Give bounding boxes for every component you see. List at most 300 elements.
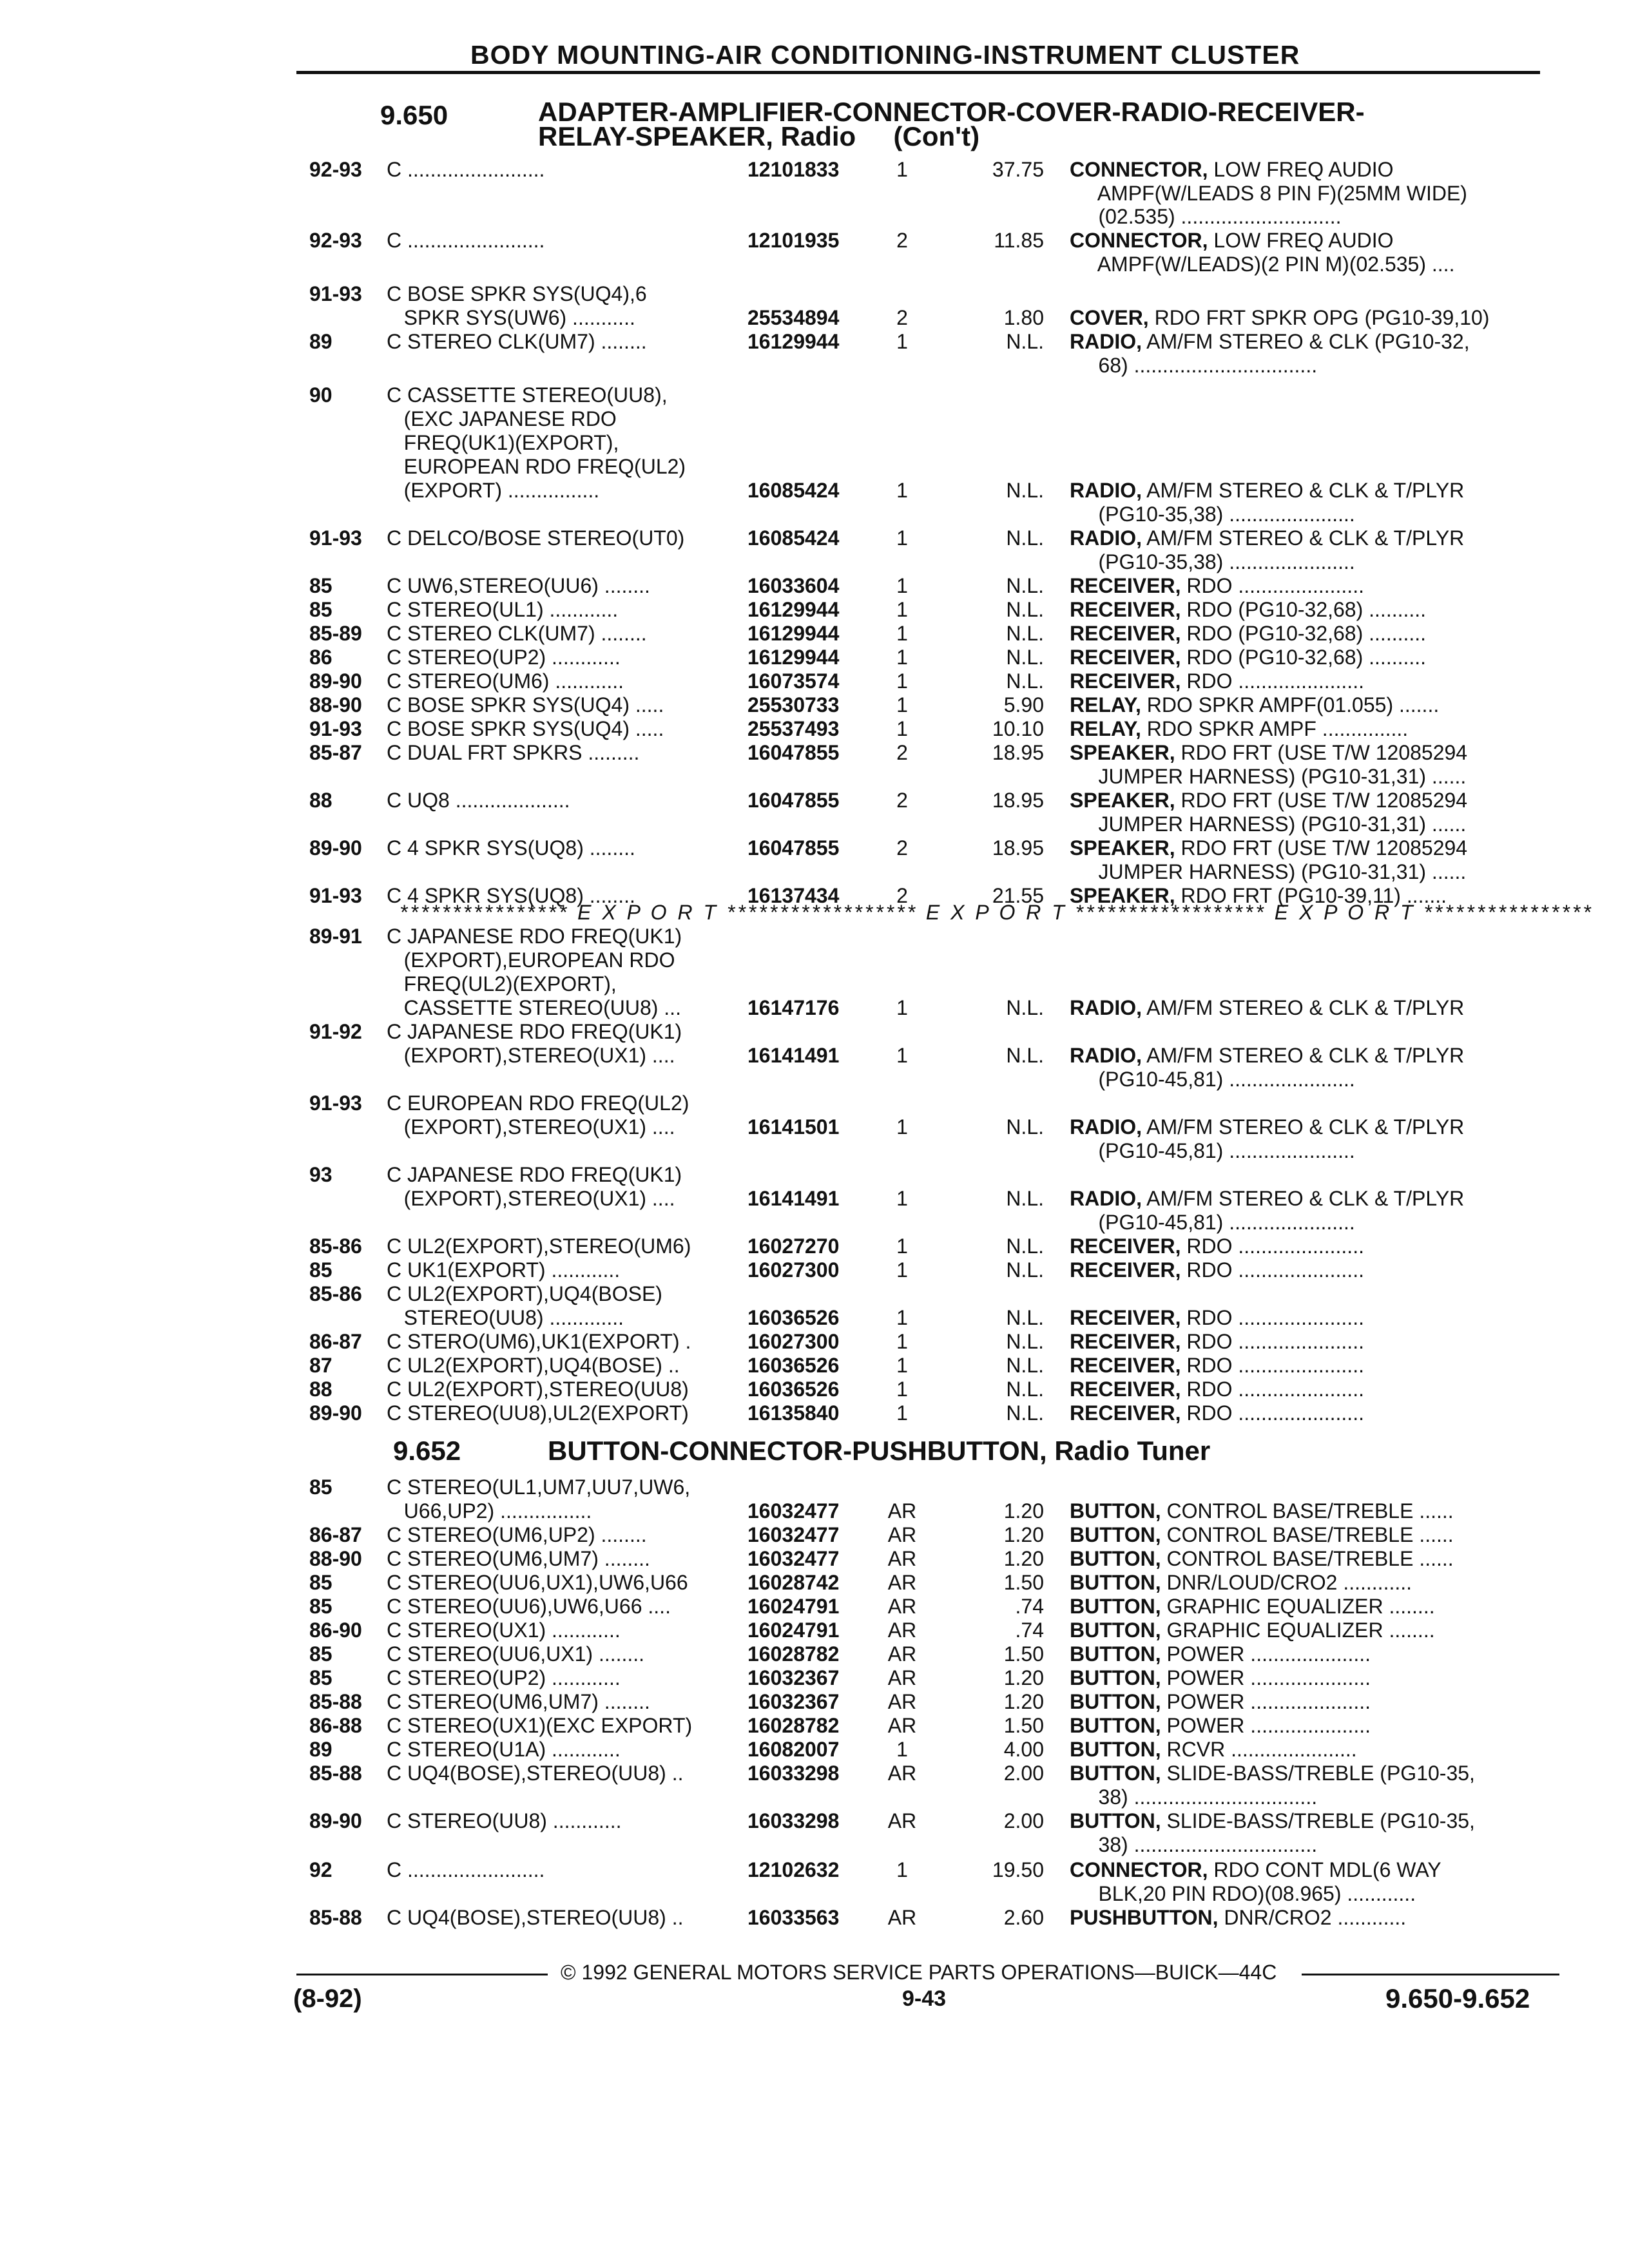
description-noun: RADIO, (1070, 1187, 1142, 1210)
application: C BOSE SPKR SYS(UQ4) ..... (387, 693, 664, 716)
application: C 4 SPKR SYS(UQ8) ........ (387, 884, 635, 907)
price: 5.90 (1003, 693, 1044, 716)
description-noun: BUTTON, (1070, 1762, 1161, 1785)
part-number: 16036526 (747, 1306, 840, 1329)
description (1070, 1619, 1435, 1642)
description (1070, 1044, 1464, 1068)
price: 37.75 (992, 158, 1044, 181)
description-noun: RECEIVER, (1070, 598, 1181, 621)
model-years: 89 (309, 1738, 333, 1761)
description (1070, 1523, 1454, 1547)
quantity: 1 (896, 1235, 908, 1258)
quantity: 1 (896, 1858, 908, 1881)
description-noun: RADIO, (1070, 479, 1142, 502)
part-number: 16129944 (747, 622, 840, 645)
description-noun: RECEIVER, (1070, 1401, 1181, 1425)
description-noun: BUTTON, (1070, 1571, 1161, 1594)
description-text: AMPF(W/LEADS 8 PIN F)(25MM WIDE) (1070, 182, 1467, 205)
price: 1.50 (1003, 1571, 1044, 1594)
quantity: 1 (896, 1330, 908, 1353)
part-number: 16028782 (747, 1642, 840, 1666)
application: C UL2(EXPORT),STEREO(UM6) (387, 1235, 691, 1258)
description (1070, 1642, 1371, 1666)
application: C STEREO(UM6) ............ (387, 669, 624, 693)
part-number: 16082007 (747, 1738, 840, 1761)
description-noun: PUSHBUTTON, (1070, 1906, 1219, 1929)
quantity: 1 (896, 1187, 908, 1210)
part-number: 16129944 (747, 598, 840, 621)
description-noun: BUTTON, (1070, 1738, 1161, 1761)
description-text: (PG10-45,81) ...................... (1070, 1211, 1355, 1234)
description-noun: RADIO, (1070, 526, 1142, 550)
quantity: 1 (896, 1378, 908, 1401)
part-number: 16047855 (747, 741, 840, 764)
application: C UQ8 .................... (387, 789, 570, 812)
description-text: AM/FM STEREO & CLK & T/PLYR (1142, 1044, 1465, 1067)
description-text: RCVR ...................... (1161, 1738, 1357, 1761)
description-text: RDO CONT MDL(6 WAY (1208, 1858, 1441, 1881)
description (1070, 550, 1355, 574)
model-years: 89-91 (309, 925, 362, 948)
application: (EXPORT),STEREO(UX1) .... (387, 1187, 675, 1210)
part-number: 16028742 (747, 1571, 840, 1594)
model-years: 85 (309, 1595, 333, 1618)
footer-copyright: © 1992 GENERAL MOTORS SERVICE PARTS OPERATIONS—BUICK—44C (561, 1961, 1277, 1984)
description-text: AM/FM STEREO & CLK (PG10-32, (1142, 330, 1470, 353)
description-text: 38) ................................ (1070, 1833, 1318, 1856)
description-text: LOW FREQ AUDIO (1208, 229, 1394, 252)
description (1070, 253, 1454, 276)
description-text: RDO ...................... (1181, 1235, 1364, 1258)
quantity: 2 (896, 229, 908, 252)
price: 4.00 (1003, 1738, 1044, 1761)
description-text: AM/FM STEREO & CLK & T/PLYR (1142, 526, 1465, 550)
description-noun: RECEIVER, (1070, 1306, 1181, 1329)
description-noun: BUTTON, (1070, 1714, 1161, 1737)
description-noun: COVER, (1070, 306, 1149, 329)
price: N.L. (1006, 1115, 1044, 1139)
description (1070, 503, 1355, 526)
application: C BOSE SPKR SYS(UQ4),6 (387, 282, 647, 305)
application: C STEREO(UM6,UM7) ........ (387, 1690, 650, 1713)
part-number: 16032367 (747, 1690, 840, 1713)
description-text: RDO FRT (USE T/W 12085294 (1175, 789, 1468, 812)
description (1070, 741, 1467, 765)
section-title-line2: RELAY-SPEAKER, Radio (Con't) (538, 121, 980, 151)
part-number: 16085424 (747, 526, 840, 550)
price: N.L. (1006, 622, 1044, 645)
part-number: 16024791 (747, 1595, 840, 1618)
application: C STEREO(UL1) ............ (387, 598, 619, 621)
model-years: 86-90 (309, 1619, 362, 1642)
application: SPKR SYS(UW6) ........... (387, 306, 635, 329)
footer-date: (8-92) (293, 1984, 362, 2013)
price: N.L. (1006, 1378, 1044, 1401)
application: (EXPORT),EUROPEAN RDO (387, 948, 675, 972)
model-years: 85 (309, 574, 333, 597)
part-number: 16024791 (747, 1619, 840, 1642)
application: C UL2(EXPORT),UQ4(BOSE) .. (387, 1354, 680, 1377)
price: 1.80 (1003, 306, 1044, 329)
description-text: SLIDE-BASS/TREBLE (PG10-35, (1161, 1762, 1475, 1785)
description-text: (PG10-35,38) ...................... (1070, 550, 1355, 573)
description (1070, 1690, 1371, 1714)
description-text: RDO FRT (PG10-39,11) ....... (1175, 884, 1447, 907)
description-text: (02.535) ............................ (1070, 205, 1342, 228)
price: N.L. (1006, 1258, 1044, 1282)
description-noun: RADIO, (1070, 1115, 1142, 1139)
quantity: AR (887, 1690, 917, 1713)
part-number: 16129944 (747, 330, 840, 353)
model-years: 91-93 (309, 884, 362, 907)
quantity: 2 (896, 306, 908, 329)
price: 1.20 (1003, 1499, 1044, 1523)
description-noun: SPEAKER, (1070, 884, 1175, 907)
quantity: 2 (896, 789, 908, 812)
price: 1.20 (1003, 1666, 1044, 1689)
application: EUROPEAN RDO FREQ(UL2) (387, 455, 686, 478)
price: N.L. (1006, 574, 1044, 597)
model-years: 85-86 (309, 1235, 362, 1258)
price: N.L. (1006, 526, 1044, 550)
part-number: 25534894 (747, 306, 840, 329)
description (1070, 574, 1364, 598)
description-text: POWER ..................... (1161, 1642, 1371, 1666)
model-years: 91-93 (309, 282, 362, 305)
footer-page-number: 9-43 (902, 1986, 947, 2011)
model-years: 85 (309, 1642, 333, 1666)
description (1070, 836, 1467, 860)
price: N.L. (1006, 1187, 1044, 1210)
application: C DELCO/BOSE STEREO(UT0) (387, 526, 685, 550)
description-text: RDO SPKR AMPF(01.055) ....... (1141, 693, 1440, 716)
description (1070, 1211, 1355, 1235)
description-text: CONTROL BASE/TREBLE ...... (1161, 1547, 1454, 1570)
application: C BOSE SPKR SYS(UQ4) ..... (387, 717, 664, 740)
price: N.L. (1006, 330, 1044, 353)
description (1070, 182, 1467, 206)
price: .74 (1015, 1619, 1044, 1642)
application: FREQ(UK1)(EXPORT), (387, 431, 619, 454)
description-text: RDO SPKR AMPF ............... (1141, 717, 1409, 740)
section-number: 9.652 (393, 1436, 461, 1466)
section-number: 9.650 (380, 100, 448, 130)
description-noun: BUTTON, (1070, 1499, 1161, 1523)
description-noun: RECEIVER, (1070, 669, 1181, 693)
quantity: 1 (896, 996, 908, 1019)
description (1070, 330, 1470, 354)
price: N.L. (1006, 1306, 1044, 1329)
model-years: 89-90 (309, 669, 362, 693)
description (1070, 789, 1467, 812)
price: 2.00 (1003, 1809, 1044, 1832)
quantity: AR (887, 1619, 917, 1642)
application: C STEREO(UU8),UL2(EXPORT) (387, 1401, 689, 1425)
description-text: AM/FM STEREO & CLK & T/PLYR (1142, 1187, 1465, 1210)
description-text: POWER ..................... (1161, 1714, 1371, 1737)
price: 18.95 (992, 836, 1044, 860)
price: 11.85 (994, 229, 1044, 252)
description-noun: RECEIVER, (1070, 1330, 1181, 1353)
description (1070, 1714, 1371, 1738)
description (1070, 1330, 1364, 1354)
price: N.L. (1006, 598, 1044, 621)
application: C STEREO(UP2) ............ (387, 646, 621, 669)
model-years: 85-89 (309, 622, 362, 645)
description-text: RDO ...................... (1181, 1306, 1364, 1329)
export-banner: **************** E X P O R T ****************** E X P O R T ****************** E X P O R T **************** (400, 901, 1594, 924)
model-years: 85 (309, 1666, 333, 1689)
model-years: 85 (309, 1475, 333, 1499)
application: C STEREO(UU6,UX1) ........ (387, 1642, 645, 1666)
description (1070, 1738, 1357, 1762)
application: U66,UP2) ................ (387, 1499, 592, 1523)
price: 1.50 (1003, 1642, 1044, 1666)
description-noun: BUTTON, (1070, 1809, 1161, 1832)
description-text: RDO FRT SPKR OPG (PG10-39,10) (1148, 306, 1490, 329)
application: C JAPANESE RDO FREQ(UK1) (387, 925, 682, 948)
description (1070, 1258, 1364, 1282)
price: 1.20 (1003, 1523, 1044, 1546)
price: 1.20 (1003, 1547, 1044, 1570)
price: N.L. (1006, 1330, 1044, 1353)
quantity: 2 (896, 884, 908, 907)
quantity: AR (887, 1906, 917, 1929)
application: C DUAL FRT SPKRS ......... (387, 741, 640, 764)
quantity: 1 (896, 1354, 908, 1377)
quantity: AR (887, 1666, 917, 1689)
quantity: 1 (896, 1306, 908, 1329)
quantity: 1 (896, 622, 908, 645)
description-text: RDO (PG10-32,68) .......... (1181, 622, 1427, 645)
description-text: SLIDE-BASS/TREBLE (PG10-35, (1161, 1809, 1475, 1832)
model-years: 85-87 (309, 741, 362, 764)
part-number: 16047855 (747, 836, 840, 860)
application: C STEREO(UX1) ............ (387, 1619, 621, 1642)
part-number: 12102632 (747, 1858, 840, 1881)
description-noun: BUTTON, (1070, 1523, 1161, 1546)
description (1070, 884, 1447, 908)
description (1070, 1378, 1364, 1401)
part-number: 16027300 (747, 1330, 840, 1353)
description-text: JUMPER HARNESS) (PG10-31,31) ...... (1070, 765, 1467, 788)
description-text: CONTROL BASE/TREBLE ...... (1161, 1523, 1454, 1546)
description-noun: RELAY, (1070, 693, 1141, 716)
part-number: 16036526 (747, 1378, 840, 1401)
description (1070, 598, 1426, 622)
description-text: POWER ..................... (1161, 1690, 1371, 1713)
part-number: 16027270 (747, 1235, 840, 1258)
description (1070, 526, 1464, 550)
description (1070, 1571, 1412, 1595)
description (1070, 1115, 1464, 1139)
quantity: AR (887, 1499, 917, 1523)
quantity: AR (887, 1809, 917, 1832)
model-years: 86 (309, 646, 333, 669)
description (1070, 1809, 1475, 1833)
quantity: 1 (896, 646, 908, 669)
description-noun: BUTTON, (1070, 1666, 1161, 1689)
quantity: 1 (896, 669, 908, 693)
application: C 4 SPKR SYS(UQ8) ........ (387, 836, 635, 860)
description-text: RDO ...................... (1181, 1258, 1364, 1282)
quantity: 1 (896, 717, 908, 740)
quantity: 1 (896, 1044, 908, 1067)
description (1070, 1547, 1454, 1571)
description-noun: BUTTON, (1070, 1547, 1161, 1570)
part-number: 16032477 (747, 1547, 840, 1570)
model-years: 88-90 (309, 1547, 362, 1570)
description-noun: RECEIVER, (1070, 1378, 1181, 1401)
part-number: 16033563 (747, 1906, 840, 1929)
price: N.L. (1006, 669, 1044, 693)
description-noun: SPEAKER, (1070, 789, 1175, 812)
quantity: AR (887, 1762, 917, 1785)
part-number: 16032477 (747, 1499, 840, 1523)
description (1070, 669, 1364, 693)
quantity: 1 (896, 693, 908, 716)
description-noun: RECEIVER, (1070, 574, 1181, 597)
quantity: 1 (896, 1738, 908, 1761)
application: C STEREO(UM6,UM7) ........ (387, 1547, 650, 1570)
model-years: 85-86 (309, 1282, 362, 1305)
price: 19.50 (992, 1858, 1044, 1881)
page-header: BODY MOUNTING-AIR CONDITIONING-INSTRUMENT CLUSTER (470, 40, 1300, 70)
model-years: 85 (309, 1571, 333, 1594)
section-title: BUTTON-CONNECTOR-PUSHBUTTON, Radio Tuner (548, 1436, 1211, 1466)
model-years: 93 (309, 1163, 333, 1186)
part-number: 16073574 (747, 669, 840, 693)
application: C UQ4(BOSE),STEREO(UU8) .. (387, 1762, 684, 1785)
application: CASSETTE STEREO(UU8) ... (387, 996, 681, 1019)
model-years: 89-90 (309, 836, 362, 860)
price: 1.20 (1003, 1690, 1044, 1713)
application: (EXC JAPANESE RDO (387, 407, 617, 430)
description (1070, 1068, 1355, 1091)
model-years: 89 (309, 330, 333, 353)
part-number: 12101935 (747, 229, 840, 252)
description (1070, 860, 1466, 884)
model-years: 91-93 (309, 1091, 362, 1115)
application: C UK1(EXPORT) ............ (387, 1258, 621, 1282)
description-text: RDO ...................... (1181, 574, 1364, 597)
part-number: 16141491 (747, 1044, 840, 1067)
section-title-line1: ADAPTER-AMPLIFIER-CONNECTOR-COVER-RADIO-RECEIVER- (538, 97, 1365, 127)
description (1070, 354, 1317, 378)
description (1070, 1354, 1364, 1378)
model-years: 86-88 (309, 1714, 362, 1737)
description-noun: BUTTON, (1070, 1595, 1161, 1618)
application: C UW6,STEREO(UU6) ........ (387, 574, 650, 597)
price: N.L. (1006, 1401, 1044, 1425)
quantity: AR (887, 1642, 917, 1666)
footer-rule (296, 1974, 548, 1975)
description-text: JUMPER HARNESS) (PG10-31,31) ...... (1070, 860, 1467, 883)
part-number: 16033604 (747, 574, 840, 597)
model-years: 85 (309, 598, 333, 621)
description-noun: RECEIVER, (1070, 622, 1181, 645)
description (1070, 205, 1341, 229)
description-noun: RADIO, (1070, 330, 1142, 353)
description-text: LOW FREQ AUDIO (1208, 158, 1394, 181)
part-number: 16147176 (747, 996, 840, 1019)
description (1070, 1139, 1355, 1163)
description-text: RDO (PG10-32,68) .......... (1181, 598, 1427, 621)
model-years: 86-87 (309, 1523, 362, 1546)
application: C EUROPEAN RDO FREQ(UL2) (387, 1091, 689, 1115)
description (1070, 996, 1464, 1020)
quantity: AR (887, 1523, 917, 1546)
description-text: 38) ................................ (1070, 1785, 1318, 1809)
price: 2.00 (1003, 1762, 1044, 1785)
application: C STEREO(UM6,UP2) ........ (387, 1523, 647, 1546)
application: (EXPORT),STEREO(UX1) .... (387, 1115, 675, 1139)
part-number: 16137434 (747, 884, 840, 907)
description-text: AM/FM STEREO & CLK & T/PLYR (1142, 479, 1465, 502)
quantity: 1 (896, 598, 908, 621)
description-noun: RELAY, (1070, 717, 1141, 740)
part-number: 16047855 (747, 789, 840, 812)
description (1070, 158, 1394, 182)
quantity: 2 (896, 836, 908, 860)
price: N.L. (1006, 996, 1044, 1019)
part-number: 16085424 (747, 479, 840, 502)
model-years: 85-88 (309, 1690, 362, 1713)
description-noun: BUTTON, (1070, 1690, 1161, 1713)
description-text: POWER ..................... (1161, 1666, 1371, 1689)
price: N.L. (1006, 1235, 1044, 1258)
price: 10.10 (992, 717, 1044, 740)
description-noun: BUTTON, (1070, 1619, 1161, 1642)
description-noun: CONNECTOR, (1070, 1858, 1208, 1881)
application: C ........................ (387, 229, 545, 252)
price: N.L. (1006, 646, 1044, 669)
part-number: 16033298 (747, 1809, 840, 1832)
description (1070, 622, 1426, 646)
price: 21.55 (992, 884, 1044, 907)
quantity: 1 (896, 330, 908, 353)
model-years: 92 (309, 1858, 333, 1881)
part-number: 12101833 (747, 158, 840, 181)
application: C STEREO(UU6),UW6,U66 .... (387, 1595, 671, 1618)
description (1070, 1595, 1435, 1619)
description (1070, 812, 1466, 836)
application: C CASSETTE STEREO(UU8), (387, 383, 668, 407)
description (1070, 1858, 1441, 1882)
model-years: 85 (309, 1258, 333, 1282)
description-text: DNR/LOUD/CRO2 ............ (1161, 1571, 1412, 1594)
part-number: 16129944 (747, 646, 840, 669)
description-text: RDO FRT (USE T/W 12085294 (1175, 836, 1468, 860)
model-years: 86-87 (309, 1330, 362, 1353)
description-noun: RECEIVER, (1070, 646, 1181, 669)
description-text: JUMPER HARNESS) (PG10-31,31) ...... (1070, 812, 1467, 836)
model-years: 88 (309, 789, 333, 812)
model-years: 85-88 (309, 1906, 362, 1929)
price: N.L. (1006, 479, 1044, 502)
description-text: 68) ................................ (1070, 354, 1318, 377)
description-text: AM/FM STEREO & CLK & T/PLYR (1142, 1115, 1465, 1139)
description (1070, 1235, 1364, 1258)
description-noun: CONNECTOR, (1070, 158, 1208, 181)
description-text: GRAPHIC EQUALIZER ........ (1161, 1619, 1435, 1642)
part-number: 25537493 (747, 717, 840, 740)
model-years: 85-88 (309, 1762, 362, 1785)
application: C STEREO(UP2) ............ (387, 1666, 621, 1689)
part-number: 16032477 (747, 1523, 840, 1546)
part-number: 25530733 (747, 693, 840, 716)
quantity: 1 (896, 479, 908, 502)
